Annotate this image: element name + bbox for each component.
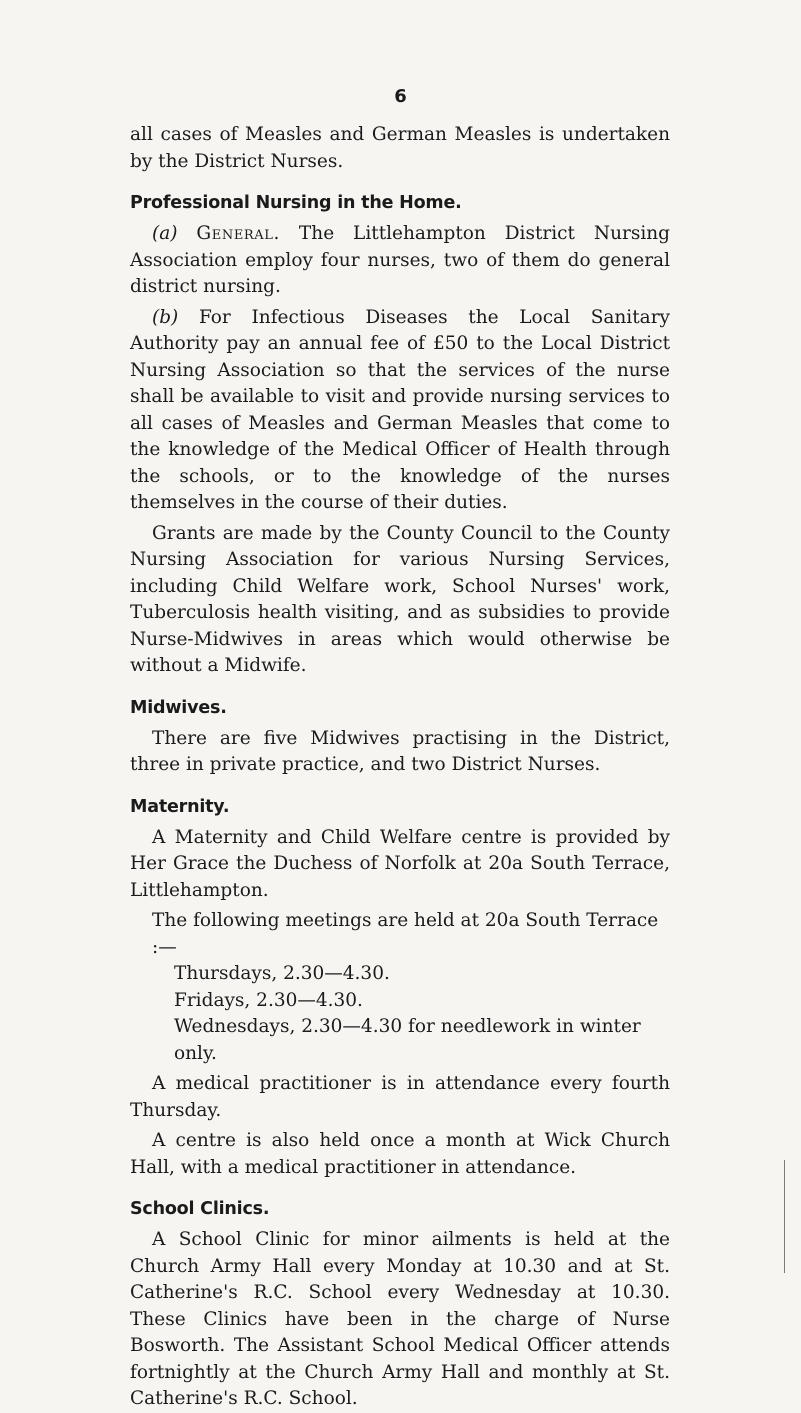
paragraph-general [130, 221, 670, 301]
paragraph-wick-centre: A centre is also held once a month at Wick Church Hall, with a medical practitioner in attendance. [130, 1130, 670, 1178]
paragraph-practitioner: A medical practitioner is in attendance every fourth Thursday. [130, 1073, 670, 1121]
paragraph-grants: Grants are made by the County Council to the County Nursing Association for various Nursing Services, including Child Welfare work, School Nurses' work, Tuberculosis health visiting, and as subsidies to provide Nurse-Midwives in areas which would otherwise be without a Midwife. [130, 522, 670, 676]
text-general: The Littlehampton District Nursing Association employ four nurses, two of them do general district nursing. [130, 223, 670, 297]
meeting-thursdays: Thursdays, 2.30—4.30. [174, 963, 390, 984]
heading-midwives: Midwives. [130, 697, 227, 718]
marker-a: (a) [152, 223, 178, 244]
meetings-intro: The following meetings are held at 20a South Terrace :— [152, 910, 659, 958]
heading-maternity: Maternity. [130, 796, 230, 817]
marker-b: (b) [152, 306, 179, 328]
text-infectious-diseases: For Infectious Diseases the Local Sanitary Authority pay an annual fee of £50 to the Local District Nursing Association so that the services of the nurse shall be available to visit and provide nursing services to all cases of Measles and German Measles that come to the knowledge of the Medical Officer of Health through the schools, or to the knowledge of the nurses themselves in the course of their duties. [130, 306, 670, 513]
paragraph-school-clinics: A School Clinic for minor ailments is held at the Church Army Hall every Monday at 10.30 and at St. Catherine's R.C. School every Wednesday at 10.30. These Clinics have been in the charge of Nurse Bosworth. The Assistant School Medical Officer attends fortnightly at the Church Army Hall and monthly at St. Catherine's R.C. School. [130, 1229, 670, 1409]
meeting-wednesdays: Wednesdays, 2.30—4.30 for needlework in winter only. [174, 1016, 641, 1064]
paragraph-maternity-centre: A Maternity and Child Welfare centre is provided by Her Grace the Duchess of Norfolk at 20a South Terrace, Littlehampton. [130, 826, 670, 901]
scan-edge-line [784, 1160, 785, 1273]
paragraph-midwives: There are five Midwives practising in the District, three in private practice, and two District Nurses. [130, 727, 670, 775]
meeting-fridays: Fridays, 2.30—4.30. [174, 989, 363, 1011]
page-number: 6 [394, 86, 407, 107]
heading-professional-nursing: Professional Nursing in the Home. [130, 193, 462, 213]
intro-paragraph: all cases of Measles and German Measles is undertaken by the District Nurses. [130, 124, 670, 172]
paragraph-infectious-diseases [130, 305, 670, 517]
heading-school-clinics: School Clinics. [130, 1199, 270, 1219]
page-body [130, 122, 670, 1413]
label-general: General. [196, 223, 281, 244]
